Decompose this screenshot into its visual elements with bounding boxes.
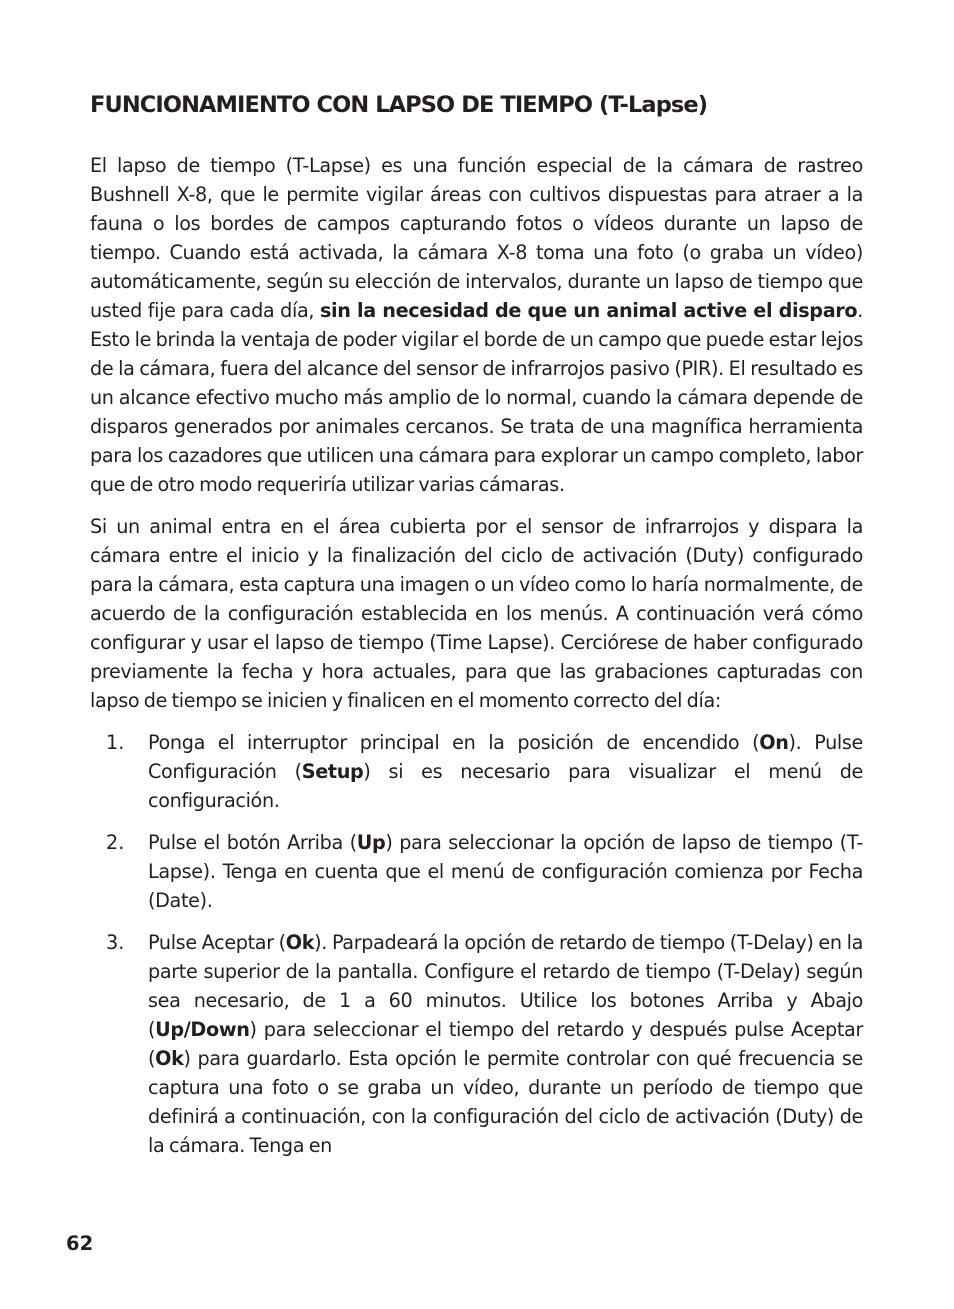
step-number: 2. bbox=[106, 831, 125, 854]
step-text-segment: ) para seleccionar la opción de lapso de tiempo (T-Lapse). Tenga en cuenta que el menú de configuración comienza por Fecha (Date). bbox=[148, 831, 864, 912]
step-text-segment: ). Pulse Configuración ( bbox=[148, 731, 864, 783]
step-text-segment: ) para seleccionar el tiempo del retardo y después pulse Aceptar ( bbox=[148, 1018, 863, 1070]
intro-bold-text: sin la necesidad de que un animal active el disparo bbox=[319, 299, 858, 322]
intro-text-1: El lapso de tiempo (T-Lapse) es una función especial de la cámara de rastreo Bushnell X-8, que le permite vigilar áreas con cultivos dispuestas para atraer a la fauna o los bordes de campos capturando fotos o vídeos durante un lapso de tiempo. Cuando está activada, la cámara X-8 toma una foto (o graba un vídeo) automáticamente, según su elección de intervalos, durante un lapso de tiempo que usted fije para cada día, bbox=[90, 154, 863, 322]
step-text bbox=[148, 828, 863, 915]
intro-text-2: . Esto le brinda la ventaja de poder vigilar el borde de un campo que puede estar lejos de la cámara, fuera del alcance del sensor de infrarrojos pasivo (PIR). El resultado es un alcance efectivo mucho más amplio de lo normal, cuando la cámara depende de disparos generados por animales cercanos. Se trata de una magnífica herramienta para los cazadores que utilicen una cámara para explorar un campo completo, labor que de otro modo requeriría utilizar varias cámaras. bbox=[90, 299, 863, 496]
step-text-segment: Ponga el interruptor principal en la posición de encendido ( bbox=[148, 731, 760, 754]
list-item bbox=[90, 828, 863, 915]
step-text bbox=[148, 728, 863, 815]
list-item bbox=[90, 728, 863, 815]
page-number: 62 bbox=[66, 1232, 94, 1255]
step-text-segment: ) si es necesario para visualizar el menú de configuración. bbox=[148, 760, 863, 812]
section-heading: FUNCIONAMIENTO CON LAPSO DE TIEMPO (T-Lapse) bbox=[90, 92, 708, 118]
step-text-segment: ) para guardarlo. Esta opción le permite controlar con qué frecuencia se captura una foto o se graba un vídeo, durante un período de tiempo que definirá a continuación, con la configuración del ciclo de activación (Duty) de la cámara. Tenga en bbox=[148, 1047, 863, 1157]
step-bold-segment: Up bbox=[356, 831, 386, 854]
step-bold-segment: Ok bbox=[155, 1047, 184, 1070]
step-text-segment: ). Parpadeará la opción de retardo de tiempo (T-Delay) en la parte superior de la pantalla. Configure el retardo de tiempo (T-Delay) según sea necesario, de 1 a 60 minutos. Utilice los botones Arriba y Abajo ( bbox=[148, 931, 863, 1041]
step-text bbox=[148, 928, 863, 1160]
step-text-segment: Pulse Aceptar ( bbox=[148, 931, 286, 954]
step-number: 3. bbox=[106, 931, 125, 954]
step-bold-segment: Setup bbox=[301, 760, 364, 783]
second-paragraph: Si un animal entra en el área cubierta por el sensor de infrarrojos y dispara la cámara entre el inicio y la finalización del ciclo de activación (Duty) configurado para la cámara, esta captura una imagen o un vídeo como lo haría normalmente, de acuerdo de la configuración establecida en los menús. A continuación verá cómo configurar y usar el lapso de tiempo (Time Lapse). Cerciórese de haber configurado previamente la fecha y hora actuales, para que las grabaciones capturadas con lapso de tiempo se inicien y finalicen en el momento correcto del día: bbox=[90, 515, 863, 712]
page-content bbox=[90, 88, 863, 1173]
list-item bbox=[90, 928, 863, 1160]
step-bold-segment: Up/Down bbox=[155, 1018, 250, 1041]
step-bold-segment: On bbox=[759, 731, 789, 754]
step-number: 1. bbox=[106, 731, 125, 754]
intro-paragraph bbox=[90, 151, 863, 499]
step-text-segment: Pulse el botón Arriba ( bbox=[148, 831, 357, 854]
step-bold-segment: Ok bbox=[285, 931, 315, 954]
steps-list bbox=[90, 728, 863, 1160]
